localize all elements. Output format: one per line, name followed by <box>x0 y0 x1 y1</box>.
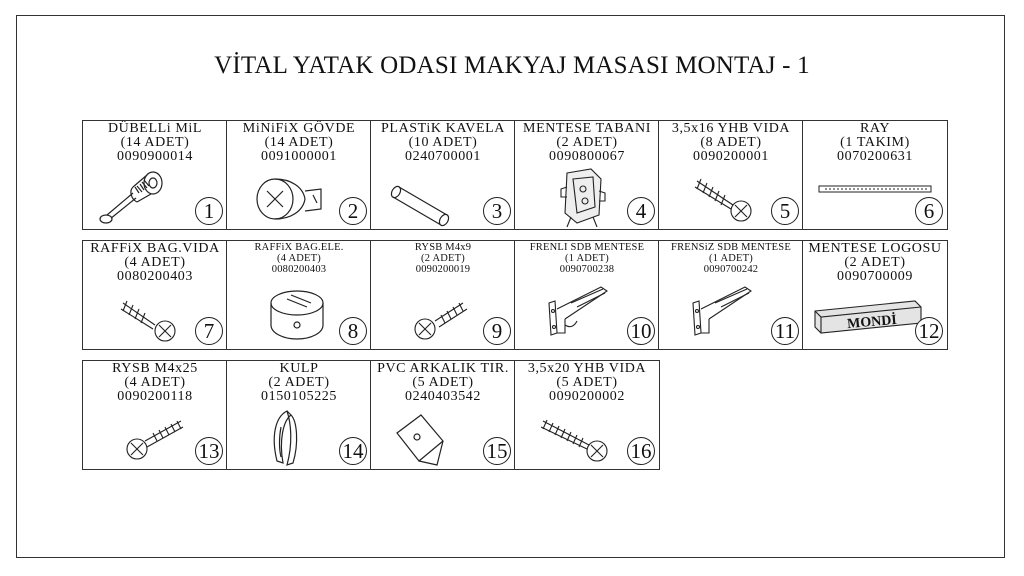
part-label <box>803 242 947 284</box>
plastic-dowel-icon <box>389 175 469 227</box>
part-code: 0070200631 <box>837 149 913 164</box>
part-name: FRENLI SDB MENTESE <box>529 242 645 253</box>
part-number: 15 <box>483 437 511 465</box>
part-number: 3 <box>483 197 511 225</box>
part-label <box>659 122 803 164</box>
part-card-6 <box>802 120 948 230</box>
part-number: 8 <box>339 317 367 345</box>
part-name: 3,5x20 YHB VIDA <box>527 361 647 376</box>
drawer-rail-icon <box>817 181 935 197</box>
part-name: MENTESE TABANI <box>523 121 651 136</box>
part-name: RAY <box>859 121 891 136</box>
part-qty: (10 ADET) <box>408 135 478 150</box>
part-label <box>515 362 659 404</box>
part-qty: (1 TAKIM) <box>840 135 910 150</box>
part-code: 0240700001 <box>405 149 481 164</box>
part-name: RYSB M4x9 <box>414 242 472 253</box>
part-name: RAFFiX BAG.ELE. <box>254 242 344 253</box>
part-card-15 <box>370 360 516 470</box>
part-card-12 <box>802 240 948 350</box>
back-panel-clip-icon <box>387 409 457 467</box>
page-title: VİTAL YATAK ODASI MAKYAJ MASASI MONTAJ - 1 <box>214 52 810 79</box>
part-label <box>371 122 515 164</box>
part-label <box>227 362 371 404</box>
part-code: 0091000001 <box>261 149 337 164</box>
part-qty: (1 ADET) <box>565 253 609 264</box>
part-name: DÜBELLi MiL <box>107 121 203 136</box>
part-code: 0090200002 <box>549 389 625 404</box>
part-qty: (4 ADET) <box>124 255 186 270</box>
part-code: 0090800067 <box>549 149 625 164</box>
dowel-pin-icon <box>95 169 175 227</box>
part-name: RAFFiX BAG.VIDA <box>90 241 220 256</box>
part-card-14 <box>226 360 372 470</box>
part-number: 9 <box>483 317 511 345</box>
logo-text: MONDİ <box>846 312 898 333</box>
part-label <box>83 362 227 404</box>
part-label <box>371 362 515 404</box>
raffix-connector-icon <box>265 285 335 345</box>
wood-screw-long-icon <box>539 417 619 463</box>
part-code: 0090200118 <box>117 389 193 404</box>
part-qty: (5 ADET) <box>412 375 474 390</box>
part-card-10 <box>514 240 660 350</box>
part-number: 12 <box>915 317 943 345</box>
part-qty: (5 ADET) <box>556 375 618 390</box>
part-code: 0240403542 <box>405 389 481 404</box>
part-card-9 <box>370 240 516 350</box>
part-name: PLASTiK KAVELA <box>381 121 505 136</box>
part-card-11 <box>658 240 804 350</box>
part-number: 14 <box>339 437 367 465</box>
part-qty: (4 ADET) <box>277 253 321 264</box>
part-number: 10 <box>627 317 655 345</box>
part-number: 1 <box>195 197 223 225</box>
part-code: 0090900014 <box>117 149 193 164</box>
part-label <box>803 122 947 164</box>
part-name: FRENSiZ SDB MENTESE <box>671 242 791 253</box>
part-code: 0150105225 <box>261 389 337 404</box>
hinge-logo-icon <box>811 297 927 337</box>
part-card-2 <box>226 120 372 230</box>
hinge-icon <box>685 281 775 347</box>
part-qty: (2 ADET) <box>556 135 618 150</box>
minifix-cam-icon <box>251 169 331 227</box>
wood-screw-icon <box>693 175 763 225</box>
part-number: 13 <box>195 437 223 465</box>
part-card-13 <box>82 360 228 470</box>
part-qty: (2 ADET) <box>268 375 330 390</box>
part-card-16 <box>514 360 660 470</box>
part-card-8 <box>226 240 372 350</box>
part-qty: (14 ADET) <box>264 135 334 150</box>
part-label <box>515 122 659 164</box>
part-name: RYSB M4x25 <box>112 361 198 376</box>
part-qty: (8 ADET) <box>700 135 762 150</box>
part-code: 0080200403 <box>117 269 193 284</box>
handle-icon <box>267 407 307 467</box>
part-number: 5 <box>771 197 799 225</box>
part-number: 4 <box>627 197 655 225</box>
part-number: 6 <box>915 197 943 225</box>
part-number: 16 <box>627 437 655 465</box>
part-qty: (14 ADET) <box>120 135 190 150</box>
raffix-screw-icon <box>119 297 183 345</box>
part-card-1 <box>82 120 228 230</box>
part-card-3 <box>370 120 516 230</box>
part-qty: (1 ADET) <box>709 253 753 264</box>
part-number: 11 <box>771 317 799 345</box>
part-card-4 <box>514 120 660 230</box>
part-name: PVC ARKALIK TIR. <box>377 361 509 376</box>
part-name: MENTESE LOGOSU <box>808 241 942 256</box>
part-code: 0080200403 <box>271 264 327 275</box>
part-label <box>227 122 371 164</box>
part-code: 0090700009 <box>837 269 913 284</box>
part-label <box>227 242 371 275</box>
part-card-7 <box>82 240 228 350</box>
part-qty: (2 ADET) <box>421 253 465 264</box>
part-label <box>83 242 227 284</box>
part-name: 3,5x16 YHB VIDA <box>671 121 791 136</box>
part-qty: (4 ADET) <box>124 375 186 390</box>
machine-screw-icon <box>405 297 475 343</box>
part-name: MiNiFiX GÖVDE <box>242 121 356 136</box>
part-code: 0090200019 <box>415 264 471 275</box>
part-code: 0090700238 <box>559 264 615 275</box>
part-code: 0090200001 <box>693 149 769 164</box>
hinge-plate-icon <box>553 167 613 229</box>
long-machine-screw-icon <box>117 417 187 463</box>
part-card-5 <box>658 120 804 230</box>
soft-close-hinge-icon <box>541 281 631 347</box>
part-qty: (2 ADET) <box>844 255 906 270</box>
part-label <box>659 242 803 275</box>
part-label <box>515 242 659 275</box>
part-label <box>83 122 227 164</box>
part-number: 7 <box>195 317 223 345</box>
part-name: KULP <box>279 361 319 376</box>
part-code: 0090700242 <box>703 264 759 275</box>
part-number: 2 <box>339 197 367 225</box>
part-label <box>371 242 515 275</box>
